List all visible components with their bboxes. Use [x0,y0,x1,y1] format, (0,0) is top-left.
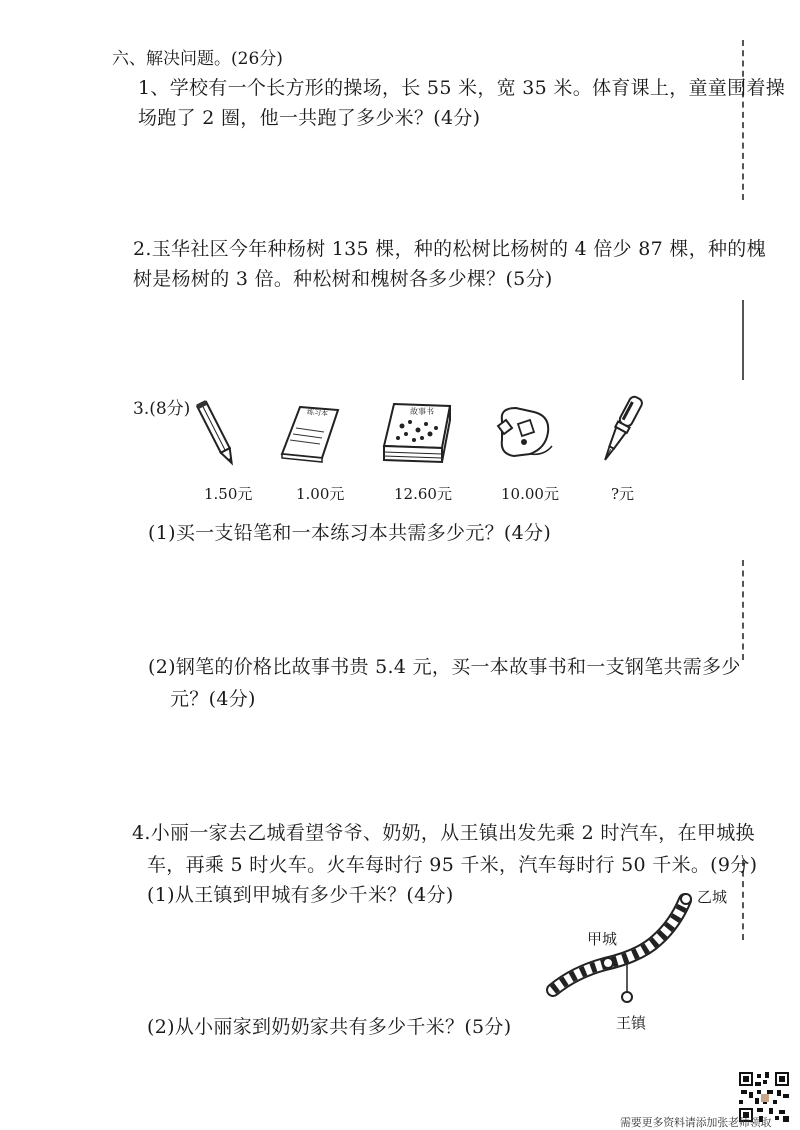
footer-text: 需要更多资料请添加张老师领取 [620,1116,772,1129]
question-4-line-1: 4.小丽一家去乙城看望爷爷、奶奶，从王镇出发先乘 2 时汽车，在甲城换 [132,822,755,844]
map-label-town: 王镇 [616,1014,647,1032]
question-3-title: 3.(8分) [133,399,191,419]
town-marker [622,992,632,1002]
pencil-sharpener-icon [494,402,556,460]
question-3-sub-2-line-2: 元？(4分) [170,688,256,710]
story-book-label: 故事书 [410,407,434,416]
question-4-line-2: 车，再乘 5 时火车。火车每时行 95 千米，汽车每时行 50 千米。(9分) [147,854,758,876]
binding-line [742,300,744,380]
route-map [545,888,715,1012]
question-2-line-2: 树是杨树的 3 倍。种松树和槐树各多少棵？(5分) [133,268,553,290]
fountain-pen-price: ?元 [611,485,635,503]
map-label-city-b: 乙城 [697,888,728,906]
question-3-sub-2-line-1: (2)钢笔的价格比故事书贵 5.4 元，买一本故事书和一支钢笔共需多少 [148,656,741,678]
map-label-city-a: 甲城 [587,930,618,948]
question-4-sub-1: (1)从王镇到甲城有多少千米？(4分) [147,884,454,906]
pencil-icon [196,396,240,472]
binding-line [742,560,744,660]
question-3-sub-1: (1)买一支铅笔和一本练习本共需多少元？(4分) [148,522,552,544]
section-title: 六、解决问题。(26分) [112,49,283,69]
question-1-line-2: 场跑了 2 圈，他一共跑了多少米？(4分) [138,107,481,129]
city-b-marker [681,894,691,904]
sharpener-price: 10.00元 [501,485,559,503]
city-a-marker [603,958,613,968]
binding-line [742,40,744,200]
story-book-price: 12.60元 [394,485,452,503]
question-1-line-1: 1、学校有一个长方形的操场，长 55 米，宽 35 米。体育课上，童童围着操 [138,77,786,99]
pencil-price: 1.50元 [204,485,253,503]
question-4-sub-2: (2)从小丽家到奶奶家共有多少千米？(5分) [147,1016,512,1038]
question-2-line-1: 2.玉华社区今年种杨树 135 棵，种的松树比杨树的 4 倍少 87 棵，种的槐 [133,238,766,260]
exercise-book-label: 练习本 [306,408,329,418]
fountain-pen-icon [596,392,646,470]
exercise-book-price: 1.00元 [296,485,345,503]
